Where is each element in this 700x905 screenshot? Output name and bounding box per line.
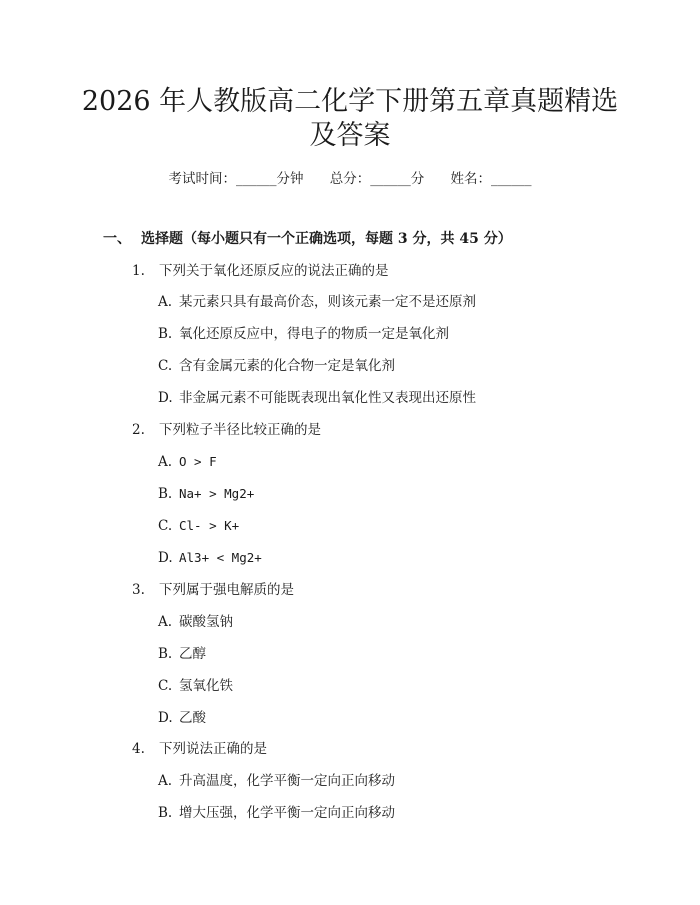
section-heading [103, 229, 512, 249]
exam-time-field: 考试时间：______分钟 [168, 171, 304, 187]
question-number: 1. [132, 263, 145, 279]
option-letter: D. [158, 390, 173, 406]
option-letter: D. [158, 710, 173, 726]
question-number: 3. [132, 582, 145, 598]
option-text: 碳酸氢钠 [179, 614, 233, 630]
option-text: 氢氧化铁 [179, 678, 233, 694]
question-text: 下列说法正确的是 [159, 741, 267, 757]
total-score-field: 总分：______分 [329, 171, 425, 187]
option-text: 某元素只具有最高价态，则该元素一定不是还原剂 [179, 294, 476, 310]
option-text: 含有金属元素的化合物一定是氧化剂 [179, 358, 395, 374]
option-text: 非金属元素不可能既表现出氧化性又表现出还原性 [179, 390, 476, 406]
answer-option [158, 644, 206, 664]
answer-option [158, 452, 217, 472]
answer-option [158, 548, 262, 568]
option-letter: B. [158, 805, 173, 821]
option-letter: B. [158, 486, 173, 502]
answer-option [158, 388, 476, 408]
answer-option [158, 803, 395, 823]
option-text: Na+ > Mg2+ [179, 486, 255, 501]
answer-option [158, 324, 449, 344]
option-letter: A. [158, 614, 173, 630]
option-text: Al3+ < Mg2+ [179, 550, 262, 565]
option-text: Cl- > K+ [179, 518, 240, 533]
document-title-line-2: 及答案 [309, 120, 391, 151]
option-letter: A. [158, 773, 173, 789]
option-text: 乙酸 [179, 710, 206, 726]
question-text: 下列属于强电解质的是 [159, 582, 294, 598]
option-letter: B. [158, 646, 173, 662]
option-letter: B. [158, 326, 173, 342]
exam-info [0, 169, 700, 189]
section-number: 一、 [103, 231, 131, 247]
answer-option [158, 612, 233, 632]
answer-option [158, 356, 395, 376]
option-text: O > F [179, 454, 217, 469]
answer-option [158, 771, 395, 791]
option-text: 氧化还原反应中，得电子的物质一定是氧化剂 [179, 326, 449, 342]
option-letter: C. [158, 358, 173, 374]
question-stem [132, 261, 389, 281]
answer-option [158, 676, 233, 696]
option-text: 乙醇 [179, 646, 206, 662]
option-letter: C. [158, 678, 173, 694]
answer-option [158, 292, 476, 312]
question-stem [132, 739, 267, 759]
student-name-field: 姓名：______ [450, 171, 532, 187]
option-text: 增大压强，化学平衡一定向正向移动 [179, 805, 395, 821]
question-text: 下列粒子半径比较正确的是 [159, 422, 321, 438]
answer-option [158, 708, 206, 728]
question-number: 2. [132, 422, 145, 438]
section-title: 选择题（每小题只有一个正确选项，每题 3 分，共 45 分） [141, 231, 512, 247]
question-number: 4. [132, 741, 145, 757]
option-letter: A. [158, 294, 173, 310]
question-stem [132, 580, 294, 600]
option-letter: A. [158, 454, 173, 470]
answer-option [158, 484, 254, 504]
option-text: 升高温度，化学平衡一定向正向移动 [179, 773, 395, 789]
answer-option [158, 516, 239, 536]
document-title-line-1: 2026 年人教版高二化学下册第五章真题精选 [81, 86, 619, 117]
question-text: 下列关于氧化还原反应的说法正确的是 [159, 263, 389, 279]
option-letter: C. [158, 518, 173, 534]
question-stem [132, 420, 321, 440]
option-letter: D. [158, 550, 173, 566]
